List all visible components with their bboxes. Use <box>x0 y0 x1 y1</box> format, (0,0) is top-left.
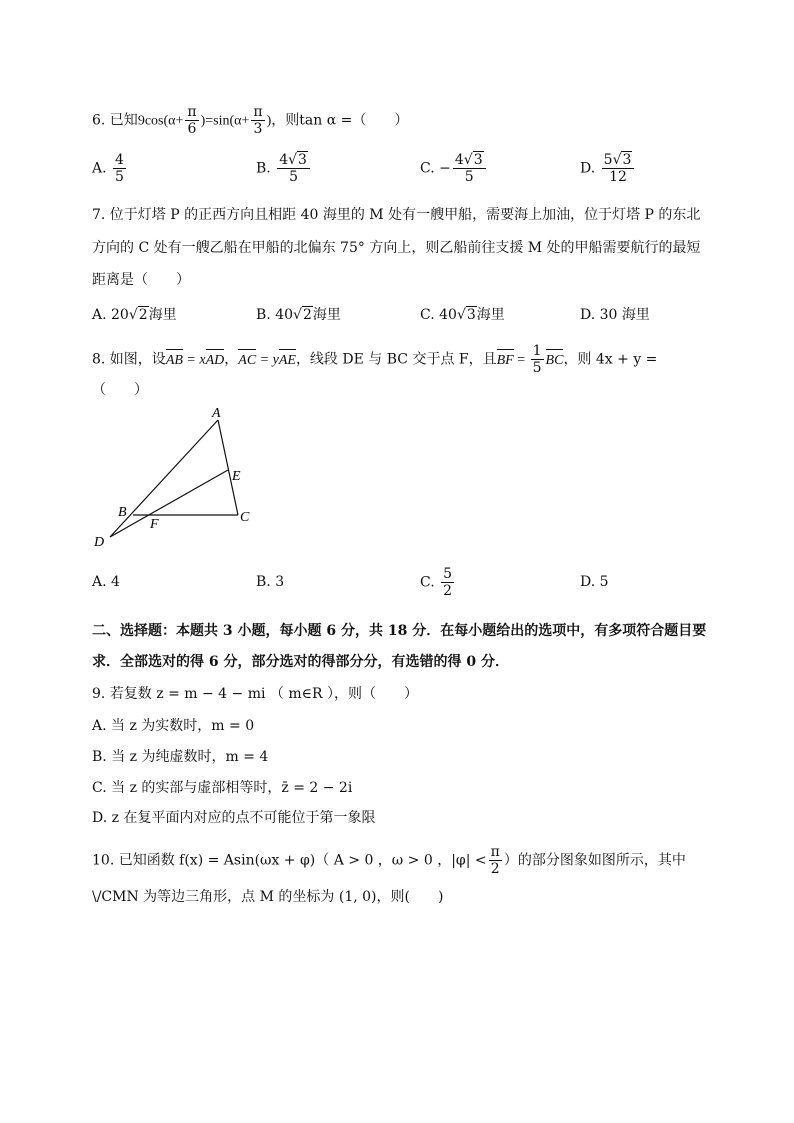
segment-ac <box>218 420 238 515</box>
q8-option-c: C. $\frac{5}{2}$ <box>420 566 453 599</box>
label-a: A <box>212 406 221 421</box>
label-e: E <box>232 469 241 484</box>
section-2-heading-line-2: 求．全部选对的得 6 分，部分选对的得部分分，有选错的得 0 分． <box>92 654 509 670</box>
q6-option-b: B. $\frac{4√3}{5}$ <box>256 152 312 185</box>
q7-option-b: B. 40√2海里 <box>256 307 341 323</box>
q8-option-a: A. 4 <box>92 574 120 590</box>
q8-option-d: D. 5 <box>580 574 609 590</box>
q8-triangle-figure <box>88 405 268 555</box>
q9-option-d: D. z 在复平面内对应的点不可能位于第一象限 <box>92 810 376 826</box>
q9-option-b: B. 当 z 为纯虚数时，m = 4 <box>92 749 269 765</box>
label-c: C <box>240 510 250 525</box>
q8-stem-line-2: （ ） <box>92 382 148 398</box>
q10-stem-line-1: 10. 已知函数 f(x) = Asin(ωx + φ)（ A > 0 ，ω > 0 ，|φ| < $\frac{\pi}{2}$ ）的部分图象如图所示，其中 <box>92 844 686 877</box>
q6-stem: 6. 已知9cos(α+ $\frac{\pi}{6}$ )=sin(α+ $\frac{\pi}{3}$ )，则tan α =（ ） <box>92 104 409 137</box>
label-d: D <box>94 535 105 550</box>
q9-stem: 9. 若复数 z = m − 4 − mi （ m∈R ），则（ ） <box>92 686 418 702</box>
q10-stem-line-2: \/CMN 为等边三角形，点 M 的坐标为 (1, 0)，则( ) <box>92 889 444 905</box>
q7-stem-line-1: 7. 位于灯塔 P 的正西方向且相距 40 海里的 M 处有一艘甲船，需要海上加油，位于灯塔 P 的东北 <box>92 207 701 223</box>
label-b: B <box>118 505 127 520</box>
q7-option-a: A. 20√2海里 <box>92 307 177 323</box>
segment-de <box>110 470 228 537</box>
q7-stem-line-3: 距离是（ ） <box>92 272 190 288</box>
q8-stem-line-1: 8. 如图，设AB = xAD，AC = yAE，线段 DE 与 BC 交于点 F，且BF = $\frac{1}{5}$ BC，则 4x + y = <box>92 343 658 376</box>
q9-option-a: A. 当 z 为实数时，m = 0 <box>92 718 255 734</box>
section-2-heading-line-1: 二、选择题：本题共 3 小题，每小题 6 分，共 18 分．在每小题给出的选项中，有多项符合题目要 <box>92 623 707 639</box>
label-f: F <box>150 517 159 532</box>
q9-option-c: C. 当 z 的实部与虚部相等时，z̄ = 2 − 2i <box>92 780 353 796</box>
q7-option-c: C. 40√3海里 <box>420 307 505 323</box>
q7-option-d: D. 30 海里 <box>580 307 650 323</box>
q6-option-a: A. $\frac{4}{5}$ <box>92 152 124 185</box>
q6-option-d: D. $\frac{5√3}{12}$ <box>580 152 636 185</box>
q7-stem-line-2: 方向的 C 处有一艘乙船在甲船的北偏东 75° 方向上，则乙船前往支援 M 处的甲船需要航行的最短 <box>92 240 701 256</box>
q8-option-b: B. 3 <box>256 574 285 590</box>
q6-option-c: C. − $\frac{4√3}{5}$ <box>420 152 488 185</box>
